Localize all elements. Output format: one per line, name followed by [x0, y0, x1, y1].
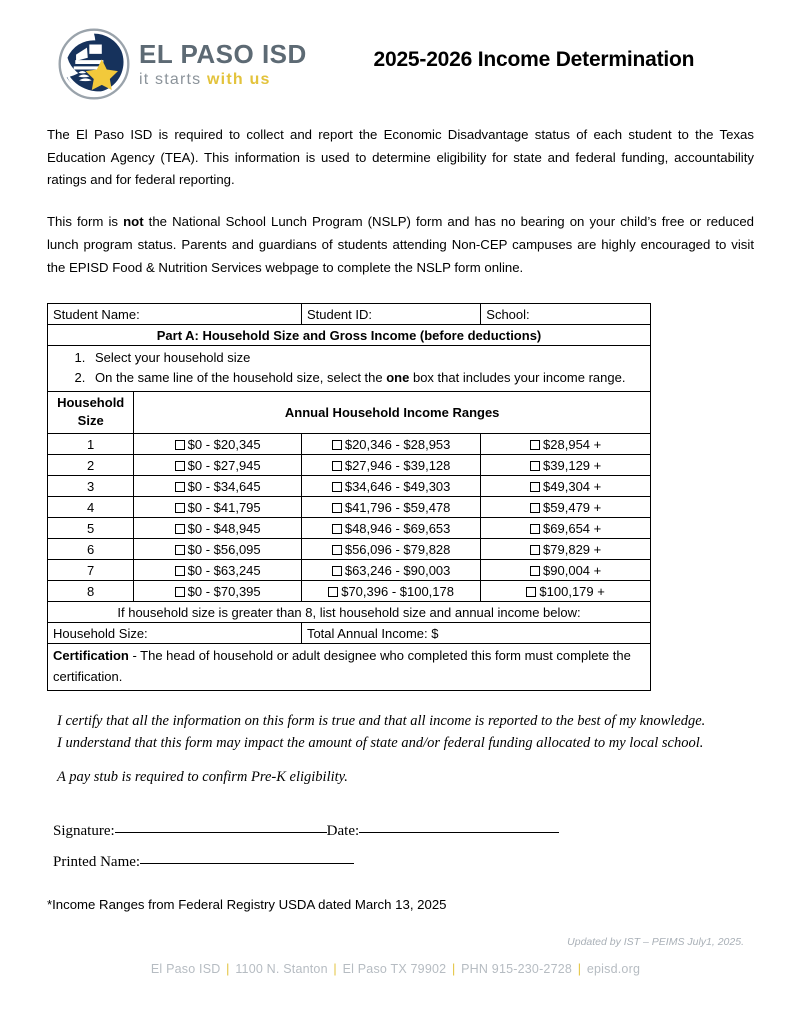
checkbox-icon[interactable]: [332, 440, 342, 450]
table-column-header-row: [48, 391, 651, 434]
income-option-low[interactable]: [134, 434, 302, 455]
checkbox-icon[interactable]: [332, 545, 342, 555]
intro-p2-part-b: the National School Lunch Program (NSLP) form and has no bearing on your child’s free or reduced lunch program status. Parents and guardians of students attending Non-CEP campuses are highly encouraged to visit the EPISD Food & Nutrition Services webpage to complete the NSLP form online.: [47, 214, 754, 275]
certification-row: [48, 644, 651, 691]
footer-separator-icon: |: [577, 962, 582, 976]
signature-input-line[interactable]: [115, 832, 327, 833]
signature-block: [53, 823, 791, 871]
checkbox-icon[interactable]: [530, 524, 540, 534]
checkbox-icon[interactable]: [332, 503, 342, 513]
instruction-item-2: [89, 368, 645, 388]
household-size-header-line2: Size: [77, 413, 104, 429]
instruction-item-1: 1. Select your household size: [89, 348, 645, 368]
income-range-text: $0 - $70,395: [187, 583, 261, 599]
table-row: [48, 455, 651, 476]
household-size-value: 5: [48, 518, 134, 539]
intro-paragraph-2: [47, 211, 754, 279]
income-range-text: $0 - $63,245: [187, 562, 261, 578]
income-range-text: $34,646 - $49,303: [344, 478, 451, 494]
overflow-note-row: [48, 602, 651, 623]
overflow-household-size-field[interactable]: Household Size:: [48, 623, 302, 644]
checkbox-icon[interactable]: [175, 461, 185, 471]
table-row: [48, 539, 651, 560]
footer-separator-icon: |: [451, 962, 456, 976]
income-option-high[interactable]: [481, 434, 651, 455]
income-range-text: $70,396 - $100,178: [341, 583, 454, 599]
el-paso-isd-logo: [55, 25, 307, 103]
income-range-text: $0 - $56,095: [187, 541, 261, 557]
checkbox-icon[interactable]: [332, 524, 342, 534]
footer-street: 1100 N. Stanton: [235, 962, 328, 976]
checkbox-icon[interactable]: [332, 482, 342, 492]
household-size-value: 7: [48, 560, 134, 581]
logo-title: EL PASO ISD: [139, 38, 307, 69]
student-name-cell[interactable]: Student Name:: [48, 304, 302, 325]
footer-separator-icon: |: [226, 962, 230, 976]
signature-date-row: [53, 823, 791, 840]
table-row: [48, 476, 651, 497]
income-option-high[interactable]: [481, 476, 651, 497]
income-range-text: $0 - $41,795: [187, 499, 261, 515]
household-size-value: 6: [48, 539, 134, 560]
student-info-row: [48, 304, 651, 325]
income-option-mid[interactable]: [301, 434, 480, 455]
household-size-value: 8: [48, 581, 134, 602]
checkbox-icon[interactable]: [175, 440, 185, 450]
income-range-text: $69,654 +: [543, 520, 602, 536]
intro-p2-part-a: This form is: [47, 214, 124, 230]
income-option-low[interactable]: [134, 581, 302, 602]
student-id-cell[interactable]: Student ID:: [301, 304, 480, 325]
overflow-input-row: [48, 623, 651, 644]
income-range-text: $63,246 - $90,003: [344, 562, 451, 578]
part-a-title: Part A: Household Size and Gross Income (before deductions): [48, 325, 651, 346]
printed-name-row: [53, 854, 791, 871]
printed-name-label: Printed Name:: [53, 854, 141, 871]
income-option-high[interactable]: [481, 518, 651, 539]
part-a-title-row: [48, 325, 651, 346]
certification-cell: [48, 644, 651, 691]
instructions-cell: [48, 346, 651, 391]
instruction-2-pre: On the same line of the household size, select the: [95, 370, 387, 386]
income-option-mid[interactable]: [301, 581, 480, 602]
household-size-header: [48, 391, 134, 434]
instructions-list: [53, 348, 645, 388]
income-ranges-footnote: *Income Ranges from Federal Registry USDA dated March 13, 2025: [47, 897, 447, 913]
income-range-text: $59,479 +: [543, 499, 602, 515]
certify-line-3: A pay stub is required to confirm Pre-K eligibility.: [57, 769, 348, 786]
page-title: 2025-2026 Income Determination: [373, 48, 695, 71]
income-range-text: $20,346 - $28,953: [344, 436, 451, 452]
income-option-low[interactable]: [134, 455, 302, 476]
income-range-text: $28,954 +: [543, 436, 602, 452]
income-option-high[interactable]: [481, 581, 651, 602]
table-row: [48, 434, 651, 455]
income-option-low[interactable]: [134, 497, 302, 518]
household-size-value: 2: [48, 455, 134, 476]
income-range-text: $56,096 - $79,828: [344, 541, 451, 557]
income-range-text: $49,304 +: [543, 478, 602, 494]
checkbox-icon[interactable]: [530, 566, 540, 576]
income-range-text: $79,829 +: [543, 541, 602, 557]
printed-name-input-line[interactable]: [140, 863, 354, 864]
table-row: [48, 581, 651, 602]
income-determination-table: [47, 303, 651, 691]
checkbox-icon[interactable]: [332, 461, 342, 471]
updated-stamp: Updated by IST – PEIMS July1, 2025.: [567, 936, 744, 948]
certification-label: Certification: [53, 648, 129, 664]
checkbox-icon[interactable]: [175, 587, 185, 597]
checkbox-icon[interactable]: [530, 440, 540, 450]
instruction-2-post: box that includes your income range.: [409, 370, 626, 386]
income-option-mid[interactable]: [301, 518, 480, 539]
income-range-text: $0 - $27,945: [187, 457, 261, 473]
date-label: Date:: [326, 823, 360, 840]
income-range-text: $27,946 - $39,128: [344, 457, 451, 473]
footer-city-state-zip: El Paso TX 79902: [342, 962, 447, 976]
household-size-value: 3: [48, 476, 134, 497]
table-row: [48, 560, 651, 581]
checkbox-icon[interactable]: [530, 503, 540, 513]
checkbox-icon[interactable]: [530, 461, 540, 471]
income-range-text: $0 - $48,945: [187, 520, 261, 536]
checkbox-icon[interactable]: [175, 545, 185, 555]
income-option-mid[interactable]: [301, 539, 480, 560]
logo-tagline-gray: it starts: [139, 70, 202, 88]
checkbox-icon[interactable]: [526, 587, 536, 597]
table-row: [48, 497, 651, 518]
instructions-row: [48, 346, 651, 391]
date-input-line[interactable]: [359, 832, 559, 833]
household-size-value: 1: [48, 434, 134, 455]
intro-paragraph-1: The El Paso ISD is required to collect and report the Economic Disadvantage status of each student to the Texas Education Agency (TEA). This information is used to determine eligibility for state and federal funding, accountability ratings and for federal reporting.: [47, 127, 754, 188]
income-option-mid[interactable]: [301, 497, 480, 518]
footer-org: El Paso ISD: [150, 962, 221, 976]
income-range-text: $39,129 +: [543, 457, 602, 473]
income-option-low[interactable]: [134, 518, 302, 539]
income-option-high[interactable]: [481, 539, 651, 560]
footer-separator-icon: |: [333, 962, 337, 976]
checkbox-icon[interactable]: [175, 524, 185, 534]
income-option-low[interactable]: [134, 560, 302, 581]
checkbox-icon[interactable]: [175, 566, 185, 576]
overflow-note: If household size is greater than 8, list household size and annual income below:: [48, 602, 651, 623]
school-cell[interactable]: School:: [481, 304, 651, 325]
income-option-low[interactable]: [134, 476, 302, 497]
overflow-total-income-field[interactable]: Total Annual Income: $: [301, 623, 650, 644]
intro-p2-emphasis: not: [123, 214, 144, 230]
logo-tagline: [139, 72, 307, 88]
checkbox-icon[interactable]: [530, 545, 540, 555]
checkbox-icon[interactable]: [175, 503, 185, 513]
income-range-text: $48,946 - $69,653: [344, 520, 451, 536]
logo-tagline-gold: with us: [207, 70, 271, 88]
household-size-value: 4: [48, 497, 134, 518]
checkbox-icon[interactable]: [530, 482, 540, 492]
signature-label: Signature:: [53, 823, 115, 840]
income-range-text: $0 - $34,645: [187, 478, 261, 494]
income-range-text: $90,004 +: [543, 562, 602, 578]
page-header: [0, 0, 791, 110]
certify-spacer: [57, 754, 751, 767]
episd-seal-icon: [55, 25, 133, 103]
income-range-text: $41,796 - $59,478: [344, 499, 451, 515]
checkbox-icon[interactable]: [328, 587, 338, 597]
income-range-text: $0 - $20,345: [187, 436, 261, 452]
income-option-mid[interactable]: [301, 455, 480, 476]
income-option-low[interactable]: [134, 539, 302, 560]
income-option-high[interactable]: [481, 497, 651, 518]
table-body: [48, 304, 651, 691]
certify-line-1: I certify that all the information on this form is true and that all income is reported to the best of my knowledge.: [57, 712, 706, 729]
income-option-high[interactable]: [481, 560, 651, 581]
household-size-header-line1: Household: [57, 394, 125, 410]
footer-website[interactable]: episd.org: [586, 962, 641, 976]
income-range-text: $100,179 +: [539, 583, 605, 599]
instruction-2-emphasis: one: [386, 370, 410, 386]
certification-text: - The head of household or adult designee who completed this form must complete the certification.: [53, 648, 631, 684]
logo-wordmark: [139, 38, 307, 88]
certification-statement: [57, 711, 751, 789]
checkbox-icon[interactable]: [332, 566, 342, 576]
income-option-mid[interactable]: [301, 476, 480, 497]
table-row: [48, 518, 651, 539]
income-option-high[interactable]: [481, 455, 651, 476]
footer-phone: PHN 915-230-2728: [461, 962, 573, 976]
checkbox-icon[interactable]: [175, 482, 185, 492]
certify-line-2: I understand that this form may impact the amount of state and/or federal funding allocated to my local school.: [57, 734, 704, 751]
income-ranges-header: Annual Household Income Ranges: [134, 391, 651, 434]
footer-address: [0, 962, 791, 976]
income-option-mid[interactable]: [301, 560, 480, 581]
